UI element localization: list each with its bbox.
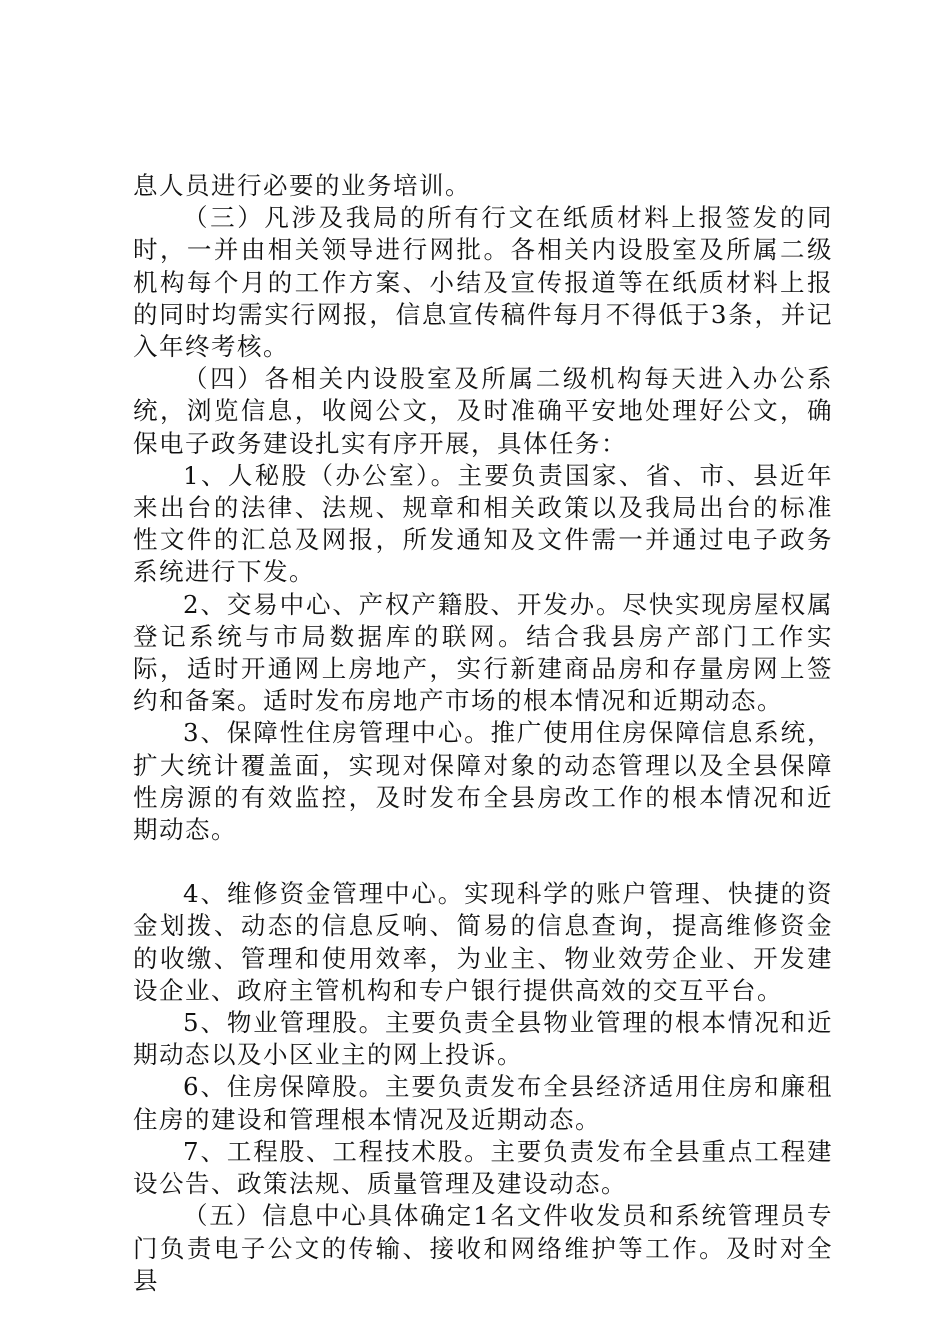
paragraph-task-6: 6、住房保障股。主要负责发布全县经济适用住房和廉租住房的建设和管理根本情况及近期动态。 — [133, 1072, 833, 1134]
paragraph-task-4: 4、维修资金管理中心。实现科学的账户管理、快捷的资金划拨、动态的信息反响、简易的信息查询，提高维修资金的收缴、管理和使用效率，为业主、物业效劳企业、开发建设企业、政府主管机构和专户银行提供高效的交互平台。 — [133, 879, 833, 1005]
document-body — [133, 170, 833, 1297]
paragraph-section-5: （五）信息中心具体确定1名文件收发员和系统管理员专门负责电子公文的传输、接收和网络维护等工作。及时对全县 — [133, 1201, 833, 1295]
paragraph-task-2: 2、交易中心、产权产籍股、开发办。尽快实现房屋权属登记系统与市局数据库的联网。结合我县房产部门工作实际，适时开通网上房地产，实行新建商品房和存量房网上签约和备案。适时发布房地产市场的根本情况和近期动态。 — [133, 589, 833, 716]
paragraph-continuation: 息人员进行必要的业务培训。 — [133, 171, 471, 200]
paragraph-section-4: （四）各相关内设股室及所属二级机构每天进入办公系统，浏览信息，收阅公文，及时准确平安地处理好公文，确保电子政务建设扎实有序开展，具体任务： — [133, 364, 833, 458]
paragraph-section-3: （三）凡涉及我局的所有行文在纸质材料上报签发的同时，一并由相关领导进行网批。各相关内设股室及所属二级机构每个月的工作方案、小结及宣传报道等在纸质材料上报的同时均需实行网报，信息宣传稿件每月不得低于3条，并记入年终考核。 — [133, 203, 833, 362]
paragraph-task-5: 5、物业管理股。主要负责全县物业管理的根本情况和近期动态以及小区业主的网上投诉。 — [133, 1008, 833, 1070]
paragraph-task-7: 7、工程股、工程技术股。主要负责发布全县重点工程建设公告、政策法规、质量管理及建设动态。 — [133, 1136, 833, 1199]
paragraph-task-1: 1、人秘股（办公室）。主要负责国家、省、市、县近年来出台的法律、法规、规章和相关政策以及我局出台的标准性文件的汇总及网报，所发通知及文件需一并通过电子政务系统进行下发。 — [133, 460, 833, 587]
paragraph-task-3: 3、保障性住房管理中心。推广使用住房保障信息系统，扩大统计覆盖面，实现对保障对象的动态管理以及全县保障性房源的有效监控，及时发布全县房改工作的根本情况和近期动态。 — [133, 718, 833, 845]
